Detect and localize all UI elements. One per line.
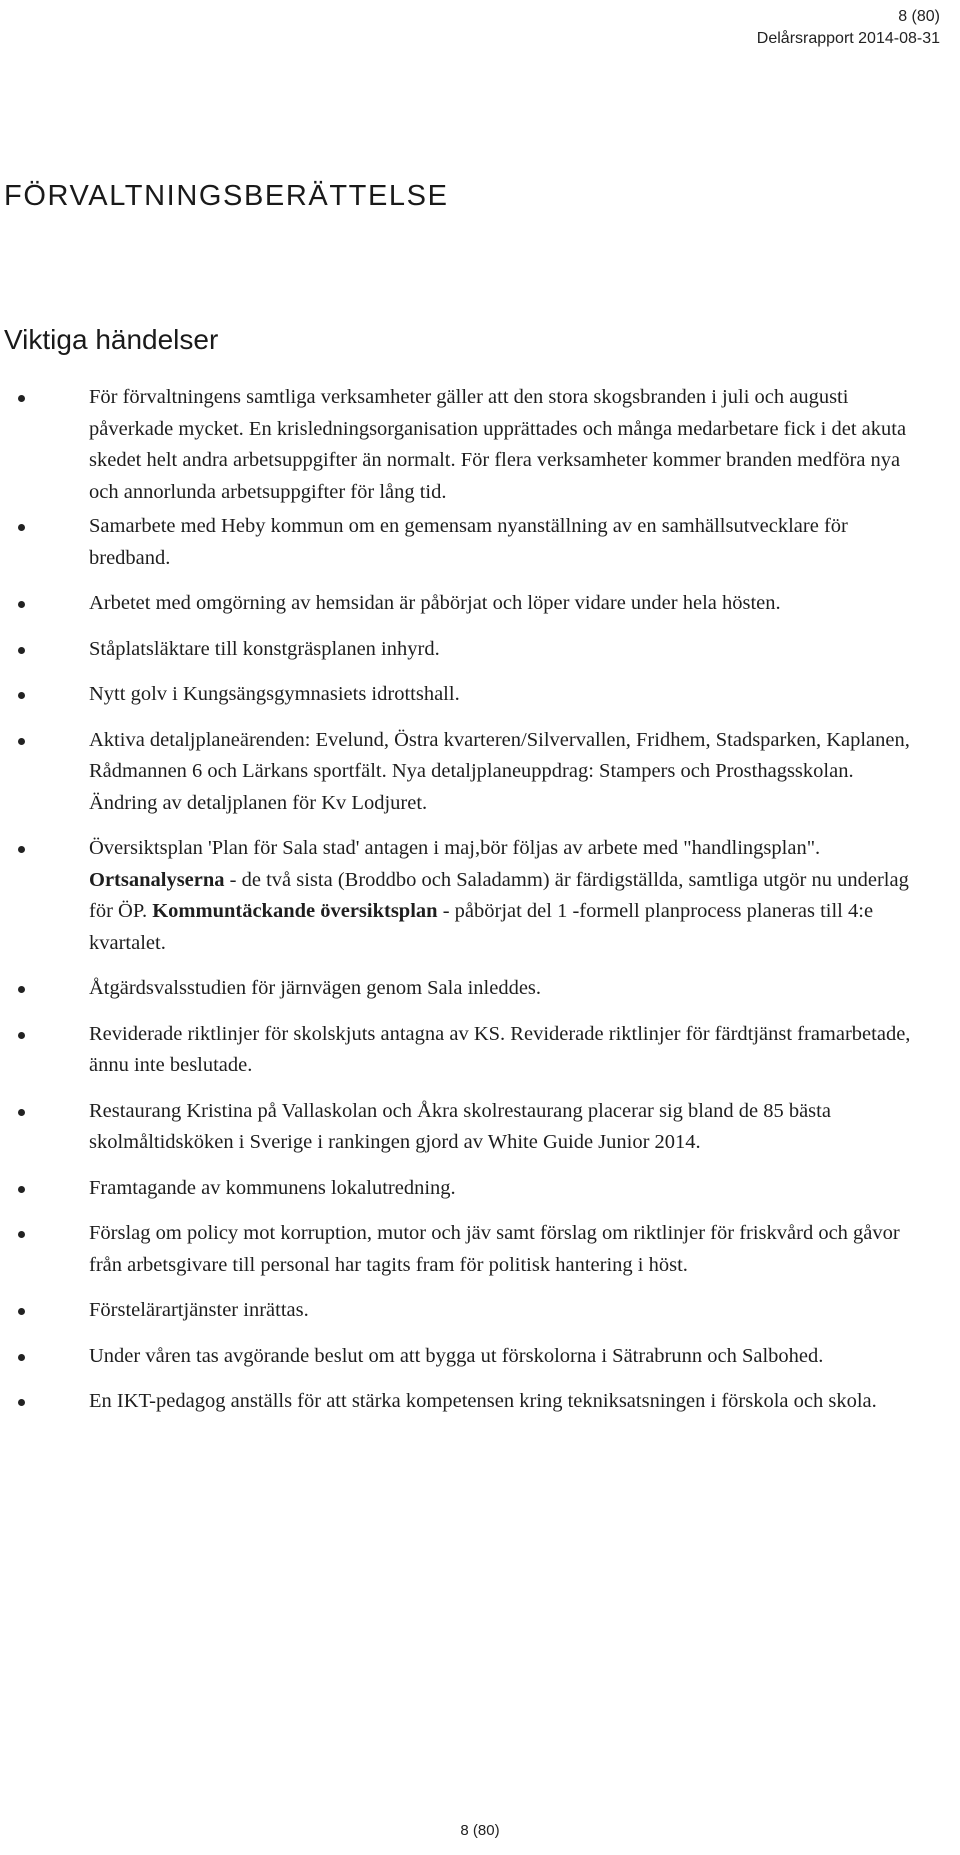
bullet-item: Aktiva detaljplaneärenden: Evelund, Östra kvarteren/Silvervallen, Fridhem, Stadsparken, Kaplanen, Rådmannen 6 och Lärkans sportfält. Nya detaljplaneuppdrag: Stampers och Prosthagsskolan. Ändring av detaljplanen för Kv Lodjuret. bbox=[0, 725, 940, 820]
report-name: Delårsrapport 2014-08-31 bbox=[756, 30, 940, 47]
bullet-text-part: Översiktsplan 'Plan för Sala stad' antagen i maj,bör följas av arbete med "handlingsplan". bbox=[89, 837, 821, 859]
bullet-text-bold: Kommuntäckande översiktsplan bbox=[152, 900, 438, 922]
bullet-item: Arbetet med omgörning av hemsidan är påbörjat och löper vidare under hela hösten. bbox=[0, 588, 940, 620]
page-number: 8 (80) bbox=[898, 8, 940, 25]
bullet-item: Restaurang Kristina på Vallaskolan och Åkra skolrestaurang placerar sig bland de 85 bästa skolmåltidsköken i Sverige i rankingen gjord av White Guide Junior 2014. bbox=[0, 1096, 940, 1159]
bullet-item: Reviderade riktlinjer för skolskjuts antagna av KS. Reviderade riktlinjer för färdtjänst framarbetade, ännu inte beslutade. bbox=[0, 1019, 940, 1082]
bullet-item: Under våren tas avgörande beslut om att bygga ut förskolorna i Sätrabrunn och Salbohed. bbox=[0, 1341, 940, 1373]
bullet-item: Förstelärartjänster inrättas. bbox=[0, 1295, 940, 1327]
bullet-text-bold: Ortsanalyserna bbox=[89, 868, 225, 891]
bullet-text-part: - de två sista (Broddbo och Saladamm) är färdigställda, samtliga utgör nu underlag för ÖP. bbox=[89, 868, 909, 922]
page-header bbox=[757, 6, 940, 50]
bullet-list bbox=[0, 382, 940, 1418]
bullet-item: Åtgärdsvalsstudien för järnvägen genom Sala inleddes. bbox=[0, 973, 940, 1005]
bullet-item: Nytt golv i Kungsängsgymnasiets idrottshall. bbox=[0, 679, 940, 711]
bullet-item: Förslag om policy mot korruption, mutor och jäv samt förslag om riktlinjer för friskvård och gåvor från arbetsgivare till personal har tagits fram för politisk hantering i höst. bbox=[0, 1218, 940, 1281]
bullet-item: Samarbete med Heby kommun om en gemensam nyanställning av en samhällsutvecklare för bredband. bbox=[0, 511, 940, 574]
section-heading: Viktiga händelser bbox=[4, 324, 219, 355]
bullet-text-part: - påbörjat del 1 -formell planprocess planeras till 4:e kvartalet. bbox=[89, 900, 874, 954]
bullet-item: En IKT-pedagog anställs för att stärka kompetensen kring tekniksatsningen i förskola och skola. bbox=[0, 1386, 940, 1418]
bullet-item: Framtagande av kommunens lokalutredning. bbox=[0, 1173, 940, 1205]
bullet-item: För förvaltningens samtliga verksamheter gäller att den stora skogsbranden i juli och augusti påverkade mycket. En krisledningsorganisation upprättades och många medarbetare fick i det akuta skedet helt andra arbetsuppgifter än normalt. För flera verksamheter kommer branden medföra nya och annorlunda arbetsuppgifter för lång tid. bbox=[0, 382, 940, 508]
bullet-item bbox=[0, 833, 940, 959]
bullet-item: Ståplatsläktare till konstgräsplanen inhyrd. bbox=[0, 634, 940, 666]
document-title: FÖRVALTNINGSBERÄTTELSE bbox=[4, 180, 449, 212]
page-footer: 8 (80) bbox=[460, 1822, 500, 1839]
